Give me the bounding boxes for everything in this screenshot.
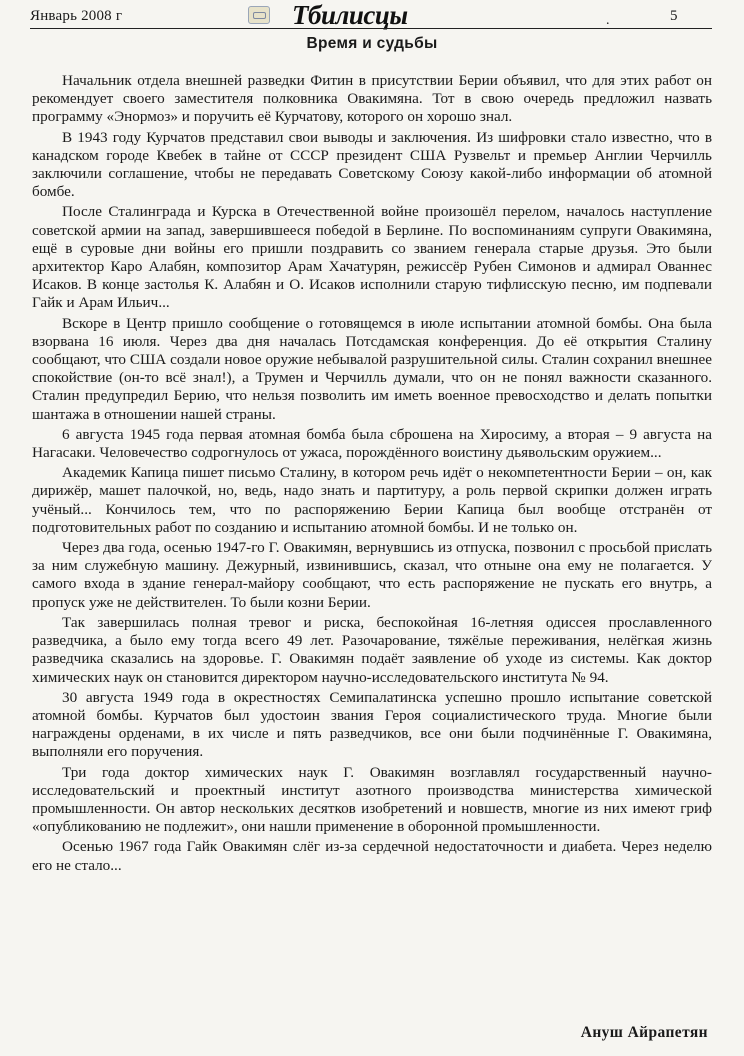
article-body [32, 72, 712, 877]
page-number: 5 [670, 8, 678, 24]
page-header [0, 0, 744, 32]
paragraph: Начальник отдела внешней разведки Фитин в присутствии Берии объявил, что для этих работ он рекомендует своего заместителя полковника Овакимяна. Тот в свою очередь предложил назвать программу «Энормоз» и поручить её Курчатову, которого он хорошо знал. [32, 72, 712, 126]
paragraph: Осенью 1967 года Гайк Овакимян слёг из-за сердечной недостаточности и диабета. Через неделю его не стало... [32, 838, 712, 874]
paragraph: 6 августа 1945 года первая атомная бомба была сброшена на Хиросиму, а вторая – 9 августа на Нагасаки. Человечество содрогнулось от ужаса, порождённого воистину дьявольским оружием... [32, 425, 712, 462]
header-divider [30, 28, 712, 29]
paragraph: Академик Капица пишет письмо Сталину, в котором речь идёт о некомпетентности Берии – он, как дирижёр, машет палочкой, но, ведь, надо знать и партитуру, а роль первой скрипки должен играть учёный... Кончилось тем, что по распоряжению Берии Капица был вообще отстранён от подготовительных работ по созданию и испытанию атомной бомбы. И не только он. [32, 464, 712, 536]
masthead-title: Тбилисцы [292, 0, 408, 30]
paragraph: Так завершилась полная тревог и риска, беспокойная 16-летняя одиссея прославленного разведчика, а было ему тогда всего 49 лет. Разочарование, тяжёлые переживания, нелёгкая жизнь разведчика сказались на здоровье. Г. Овакимян подаёт заявление об уходе из системы. Как доктор химических наук он становится директором научно-исследовательского института № 94. [32, 613, 712, 686]
article-author: Ануш Айрапетян [580, 1024, 708, 1041]
issue-date: Январь 2008 г [30, 8, 123, 24]
paragraph: Вскоре в Центр пришло сообщение о готовящемся в июле испытании атомной бомбы. Она была взорвана 16 июля. Через два дня началась Потсдамская конференция. До её открытия Сталину сообщают, что США создали новое оружие небывалой разрушительной силы. Сталин сохранил внешнее спокойствие (он-то всё знал!), а Трумен и Черчилль думали, что он не понял важности сказанного. Сталин предупредил Берию, что нельзя позволить им иметь военное превосходство и делать попытки шантажа в отношении нашей страны. [32, 314, 712, 423]
paragraph: Через два года, осенью 1947-го Г. Овакимян, вернувшись из отпуска, позвонил с просьбой прислать за ним служебную машину. Дежурный, извинившись, сказал, что отныне она ему не полагается. У самого входа в здание генерал-майору сообщают, что есть распоряжение не пускать его внутрь, а пропуск уже не действителен. То были козни Берии. [32, 539, 712, 611]
paragraph: Три года доктор химических наук Г. Овакимян возглавлял государственный научно-исследовательский и проектный институт азотного производства министерства химической промышленности. Он автор нескольких десятков изобретений и новшеств, многие из них имеют гриф «опубликованию не подлежит», они нашли применение в оборонной промышленности. [32, 763, 712, 836]
header-dot: . [606, 13, 610, 28]
paragraph: 30 августа 1949 года в окрестностях Семипалатинска успешно прошло испытание советской атомной бомбы. Курчатов был удостоин звания Героя социалистического труда. Многие были награждены орденами, в их числе и пять разведчиков, все они были подчинённые Г. Овакимяна, выполняли его поручения. [32, 688, 712, 761]
newspaper-logo-icon [248, 6, 270, 24]
paragraph: После Сталинграда и Курска в Отечественной войне произошёл перелом, началось наступление советской армии на запад, завершившееся победой в Берлине. По воспоминаниям супруги Овакимяна, ещё в суровые дни войны его пришли поздравить со званием генерала старые друзья. Это были архитектор Каро Алабян, композитор Арам Хачатурян, режиссёр Рубен Симонов и адмирал Ованнес Исаков. В конце застолья К. Алабян и О. Исаков исполнили старую тифлисскую песню, им подпевали Гайк и Арам Ильич... [32, 203, 712, 312]
section-rubric: Время и судьбы [306, 35, 438, 52]
paragraph: В 1943 году Курчатов представил свои выводы и заключения. Из шифровки стало известно, что в канадском городе Квебек в тайне от СССР президент США Рузвельт и премьер Англии Черчилль заключили соглашение, чтобы не передавать Советскому Союзу какой-либо информации об атомной бомбе. [32, 128, 712, 201]
